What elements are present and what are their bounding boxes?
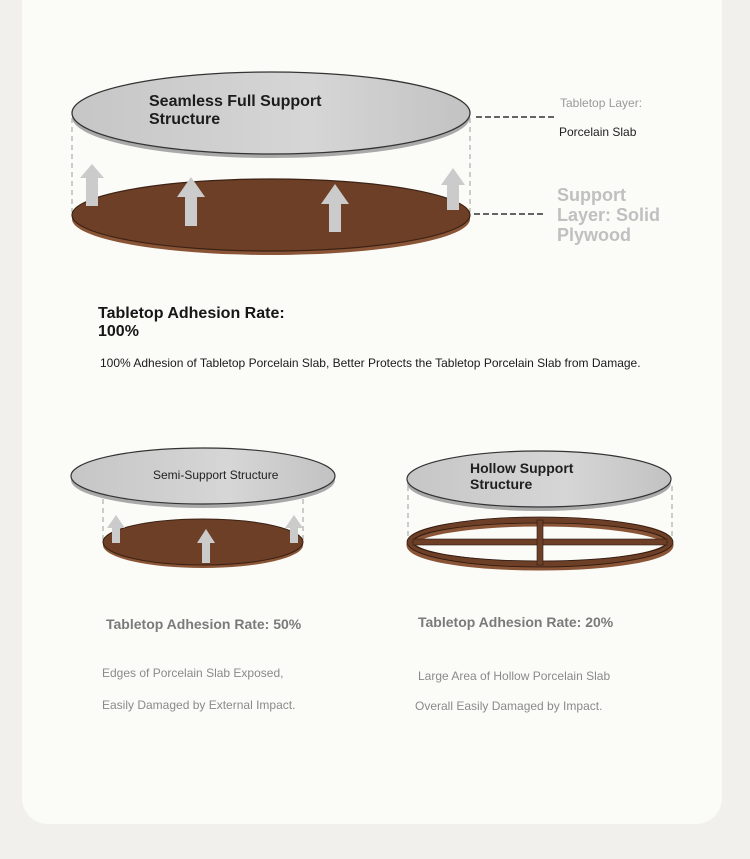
full-support-adhesion-rate: Tabletop Adhesion Rate: 100% <box>98 305 285 340</box>
semi-support-description-line1: Edges of Porcelain Slab Exposed, <box>102 666 284 680</box>
semi-support-adhesion-rate: Tabletop Adhesion Rate: 50% <box>106 616 302 632</box>
hollow-support-description-line1: Large Area of Hollow Porcelain Slab <box>418 669 611 683</box>
semi-support-description-line2: Easily Damaged by External Impact. <box>102 698 296 712</box>
semi-support-diagram <box>71 448 335 568</box>
tabletop-layer-value: Porcelain Slab <box>559 125 637 139</box>
support-layer-label: Support Layer: Solid Plywood <box>557 185 661 245</box>
tabletop-layer-label: Tabletop Layer: <box>560 96 643 110</box>
plywood-support-layer <box>72 179 470 255</box>
semi-support-title: Semi-Support Structure <box>153 468 279 482</box>
hollow-support-description-line2: Overall Easily Damaged by Impact. <box>415 699 603 713</box>
hollow-frame-support <box>407 517 673 567</box>
hollow-support-adhesion-rate: Tabletop Adhesion Rate: 20% <box>418 614 614 630</box>
full-support-title: Seamless Full Support Structure <box>149 93 322 128</box>
hollow-support-title: Hollow Support Structure <box>470 460 574 492</box>
full-support-description: 100% Adhesion of Tabletop Porcelain Slab, Better Protects the Tabletop Porcelain Slab from Damage. <box>100 356 641 370</box>
